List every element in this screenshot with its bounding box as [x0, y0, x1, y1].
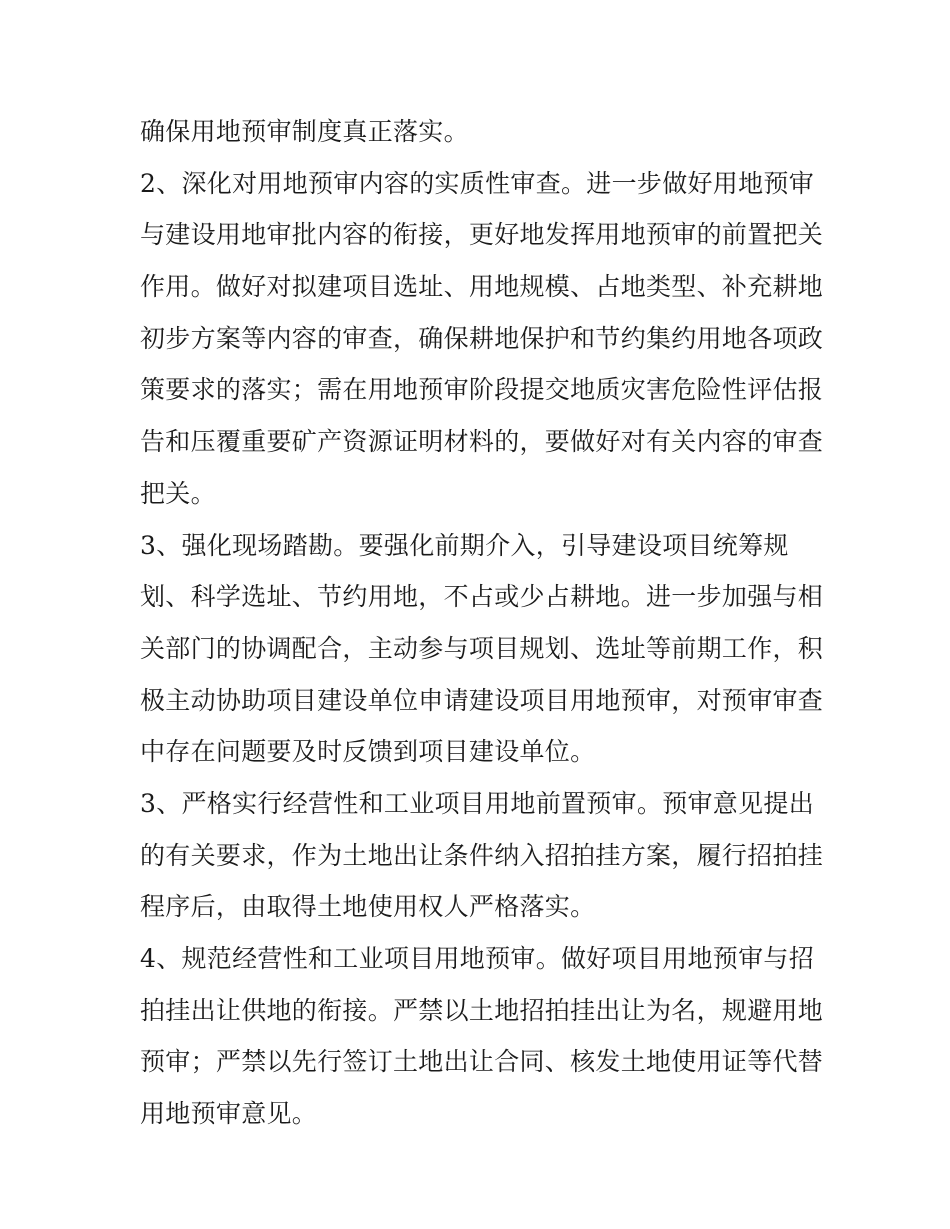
text-line: 4、规范经营性和工业项目用地预审。做好项目用地预审与招 — [140, 944, 815, 973]
text-line: 极主动协助项目建设单位申请建设项目用地预审，对预审审查 — [140, 685, 824, 715]
text-line: 的有关要求，作为土地出让条件纳入招拍挂方案，履行招拍挂 — [140, 840, 824, 870]
text-line: 作用。做好对拟建项目选址、用地规模、占地类型、补充耕地 — [140, 272, 824, 302]
text-line: 程序后，由取得土地使用权人严格落实。 — [140, 892, 596, 922]
text-line: 3、强化现场踏勘。要强化前期介入，引导建设项目统筹规 — [140, 530, 789, 560]
text-line: 把关。 — [140, 478, 216, 508]
text-line: 中存在问题要及时反馈到项目建设单位。 — [140, 737, 596, 767]
text-line: 确保用地预审制度真正落实。 — [140, 117, 469, 146]
text-line: 告和压覆重要矿产资源证明材料的，要做好对有关内容的审查 — [140, 427, 824, 457]
document-body — [140, 106, 824, 1140]
text-line: 关部门的协调配合，主动参与项目规划、选址等前期工作，积 — [140, 633, 824, 663]
text-line: 策要求的落实；需在用地预审阶段提交地质灾害危险性评估报 — [140, 375, 824, 405]
text-line: 与建设用地审批内容的衔接，更好地发挥用地预审的前置把关 — [140, 220, 824, 250]
text-line: 初步方案等内容的审查，确保耕地保护和节约集约用地各项政 — [140, 323, 824, 353]
text-line: 预审；严禁以先行签订土地出让合同、核发土地使用证等代替 — [140, 1047, 824, 1077]
text-line: 用地预审意见。 — [140, 1099, 318, 1129]
text-line: 拍挂出让供地的衔接。严禁以土地招拍挂出让为名，规避用地 — [140, 995, 824, 1025]
text-line: 3、严格实行经营性和工业项目用地前置预审。预审意见提出 — [140, 788, 815, 818]
text-line: 划、科学选址、节约用地，不占或少占耕地。进一步加强与相 — [140, 582, 824, 612]
text-line: 2、深化对用地预审内容的实质性审查。进一步做好用地预审 — [140, 168, 815, 198]
